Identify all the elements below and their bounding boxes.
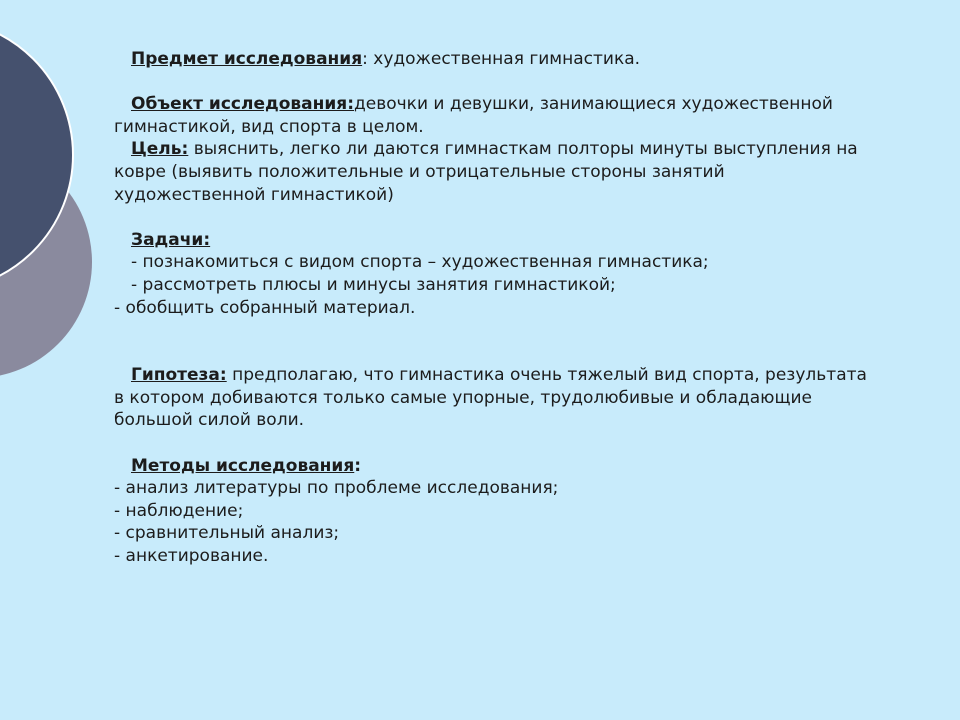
method-item: - анализ литературы по проблеме исследования;	[114, 478, 559, 499]
subject-label: Предмет исследования	[131, 49, 363, 69]
hypothesis-text: предполагаю, что гимнастика очень тяжелый вид спорта, результата	[226, 365, 867, 386]
object-text-line2: гимнастикой, вид спорта в целом.	[114, 116, 424, 137]
method-item: - сравнительный анализ;	[114, 523, 340, 544]
goal-line	[114, 138, 934, 161]
hypothesis-label: Гипотеза:	[131, 365, 227, 386]
tasks-heading	[114, 229, 934, 252]
object-line	[114, 93, 934, 116]
goal-text-line2: ковре (выявить положительные и отрицательные стороны занятий	[114, 161, 725, 182]
method-item: - наблюдение;	[114, 500, 244, 521]
methods-heading	[114, 455, 934, 478]
task-item	[114, 251, 934, 274]
object-text: девочки и девушки, занимающиеся художественной	[354, 94, 833, 115]
hypothesis-text-line3: большой силой воли.	[114, 410, 305, 431]
task-item	[114, 274, 934, 297]
subject-line	[114, 48, 934, 71]
method-item: - анкетирование.	[114, 545, 269, 566]
hypothesis-line	[114, 364, 934, 387]
methods-sep: :	[354, 455, 362, 476]
task-item-text: - познакомиться с видом спорта – художественная гимнастика;	[131, 252, 709, 273]
task-item: - обобщить собранный материал.	[114, 297, 416, 318]
tasks-label: Задачи:	[131, 229, 211, 250]
subject-sep: :	[362, 49, 374, 69]
goal-label: Цель:	[131, 139, 189, 160]
slide-text	[114, 48, 934, 567]
goal-text-line3: художественной гимнастикой)	[114, 184, 394, 205]
methods-label: Методы исследования	[131, 455, 355, 476]
task-item-text: - рассмотреть плюсы и минусы занятия гимнастикой;	[131, 274, 616, 295]
hypothesis-text-line2: в котором добиваются только самые упорные, трудолюбивые и обладающие	[114, 387, 812, 408]
goal-text: выяснить, легко ли даются гимнасткам полторы минуты выступления на	[188, 139, 858, 160]
object-label: Объект исследования:	[131, 94, 354, 115]
subject-text: художественная гимнастика.	[373, 49, 641, 69]
